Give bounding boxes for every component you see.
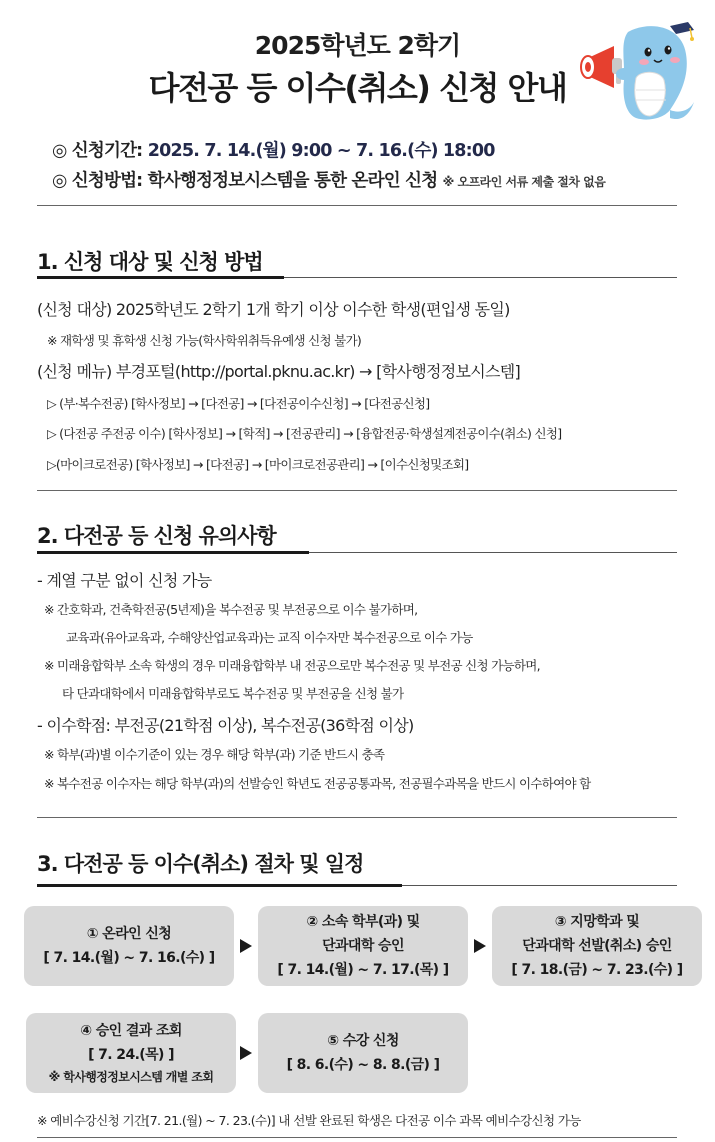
step-3-label: ③ 지망학과 및 (554, 914, 640, 930)
section2-title: 2. 다전공 등 신청 유의사항 (37, 524, 276, 548)
pre-registration-footnote: ※ 예비수강신청 기간[7. 21.(월) ~ 7. 23.(수)] 내 선발 완료된 학생은 다전공 이수 과목 예비수강신청 가능 (37, 1113, 581, 1128)
step-5-label: ⑤ 수강 신청 (327, 1033, 399, 1049)
section1-target-note: ※ 재학생 및 휴학생 신청 가능(학사학위취득유예생 신청 불가) (47, 333, 362, 348)
section2-note-1: ※ 간호학과, 건축학전공(5년제)을 복수전공 및 부전공으로 이수 불가하며, (44, 602, 418, 617)
megaphone-icon (581, 46, 622, 88)
page-title-year: 2025학년도 2학기 (254, 31, 461, 60)
triangle-right-icon (240, 939, 252, 953)
whale-mascot-icon (578, 18, 698, 126)
section2-note-4: ※ 복수전공 이수자는 해당 학부(과)의 선발승인 학년도 전공공통과목, 전공필수과목을 반드시 이수하여야 함 (44, 776, 591, 791)
apply-method-label: ◎ 신청방법: 학사행정정보시스템을 통한 온라인 신청 (52, 171, 438, 191)
apply-period (52, 137, 495, 162)
section2-underline (37, 552, 677, 554)
step-1-date: [ 7. 14.(월) ~ 7. 16.(수) ] (43, 950, 215, 966)
step-1-label: ① 온라인 신청 (86, 926, 172, 942)
step-4-label: ④ 승인 결과 조회 (80, 1023, 182, 1039)
divider (37, 817, 677, 818)
section1-menu-path-1: ▷ (부·복수전공) [학사정보] → [다전공] → [다전공이수신청] → [다전공신청] (47, 396, 430, 411)
apply-period-label: ◎ 신청기간: (52, 141, 143, 161)
section2-note-3: ※ 학부(과)별 이수기준이 있는 경우 해당 학부(과) 기준 반드시 충족 (44, 747, 385, 762)
apply-method (52, 167, 605, 192)
step-3-selection-approval (492, 906, 702, 986)
step-2-label: ② 소속 학부(과) 및 (306, 914, 420, 930)
divider (37, 490, 677, 491)
step-2-label-2: 단과대학 승인 (322, 938, 404, 954)
section2-credits: - 이수학점: 부전공(21학점 이상), 복수전공(36학점 이상) (37, 716, 414, 735)
divider (37, 1137, 677, 1138)
section1-title: 1. 신청 대상 및 신청 방법 (37, 250, 263, 274)
section2-item-1: - 계열 구분 없이 신청 가능 (37, 571, 212, 590)
step-3-date: [ 7. 18.(금) ~ 7. 23.(수) ] (511, 962, 683, 978)
section2-note-2-cont: 타 단과대학에서 미래융합학부로도 복수전공 및 부전공을 신청 불가 (62, 686, 404, 701)
section1-menu-path-2: ▷ (다전공 주전공 이수) [학사정보] → [학적] → [전공관리] → [융합전공·학생설계전공이수(취소) 신청] (47, 426, 562, 441)
apply-period-value: 2025. 7. 14.(월) 9:00 ~ 7. 16.(수) 18:00 (147, 141, 495, 161)
apply-method-note: ※ 오프라인 서류 제출 절차 없음 (442, 175, 606, 189)
step-4-result-check (26, 1013, 236, 1093)
step-4-note: ※ 학사행정정보시스템 개별 조회 (48, 1070, 214, 1084)
step-5-date: [ 8. 6.(수) ~ 8. 8.(금) ] (286, 1057, 440, 1073)
section2-note-1-cont: 교육과(유아교육과, 수해양산업교육과)는 교직 이수자만 복수전공으로 이수 가능 (66, 630, 473, 645)
step-4-date: [ 7. 24.(목) ] (88, 1047, 174, 1063)
section1-menu-path-3: ▷(마이크로전공) [학사정보] → [다전공] → [마이크로전공관리] → [이수신청및조회] (47, 457, 469, 472)
divider (37, 205, 677, 206)
section1-menu: (신청 메뉴) 부경포털(http://portal.pknu.ac.kr) → [학사행정정보시스템] (37, 362, 521, 381)
triangle-right-icon (240, 1046, 252, 1060)
step-2-dept-approval (258, 906, 468, 986)
section3-title: 3. 다전공 등 이수(취소) 절차 및 일정 (37, 852, 364, 876)
step-1-online-apply (24, 906, 234, 986)
section1-target: (신청 대상) 2025학년도 2학기 1개 학기 이상 이수한 학생(편입생 동일) (37, 300, 510, 319)
step-3-label-2: 단과대학 선발(취소) 승인 (522, 938, 672, 954)
section3-underline (37, 885, 677, 887)
step-5-course-registration (258, 1013, 468, 1093)
triangle-right-icon (474, 939, 486, 953)
step-2-date: [ 7. 14.(월) ~ 7. 17.(목) ] (277, 962, 449, 978)
page-title: 다전공 등 이수(취소) 신청 안내 (148, 69, 567, 107)
section2-note-2: ※ 미래융합학부 소속 학생의 경우 미래융합학부 내 전공으로만 복수전공 및 부전공 신청 가능하며, (44, 658, 540, 673)
section1-underline (37, 277, 677, 279)
